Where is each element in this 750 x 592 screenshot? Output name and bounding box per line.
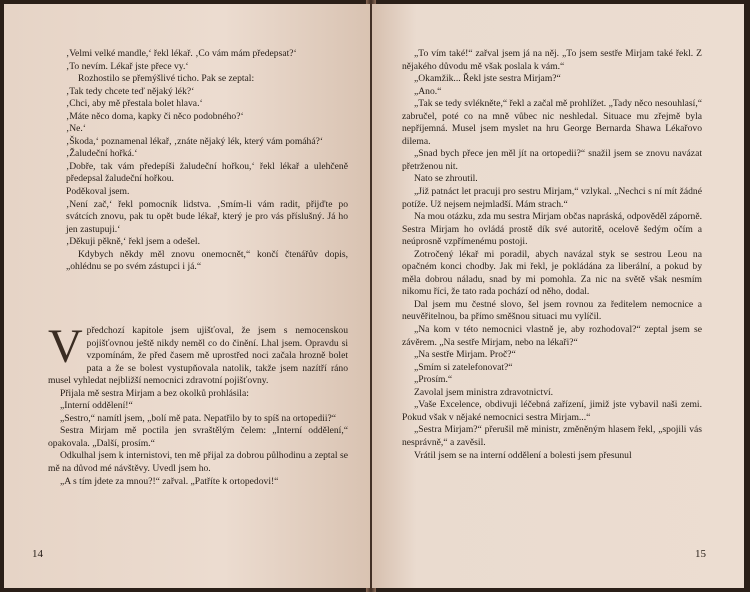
- left-dialog-line: ‚Chci, aby mě přestala bolet hlava.‘: [66, 98, 203, 110]
- left-dialog-line: ‚Ne.‘: [66, 123, 86, 135]
- left-dialog-line: Kdybych někdy měl znovu onemocnět,“ končí čtenářův dopis, „ohlédnu se po svém zástupci i já.“: [66, 248, 348, 273]
- left-dialog-line: ‚Není zač,‘ řekl pomocník lidstva. ‚Smím-li vám radit, přijďte po svátcích znovu, pak tu opět bude lékař, který je pro vás příslušný. Já ho jen zastupuji.‘: [66, 198, 348, 235]
- left-page: [4, 4, 370, 588]
- left-dialog-line: ‚Děkuji pěkně,‘ řekl jsem a odešel.: [66, 236, 200, 248]
- right-paragraph: „Tak se tedy svlékněte,“ řekl a začal mě prohlížet. „Tady něco nesouhlasí,“ zabručel, poté co na mně vůbec nic neshledal. Situace mu zřejmě byla nepříjemná. Musel jsem myslet na hru George Bernarda Shawa Lékařovo dilema.: [402, 98, 702, 147]
- right-paragraph: Dal jsem mu čestné slovo, šel jsem rovnou za ředitelem nemocnice a neuvěřitelnou, ba přímo směšnou situaci mu vylíčil.: [402, 298, 702, 323]
- left-dialog-line: ‚Tak tedy chcete teď nějaký lék?‘: [66, 85, 195, 97]
- right-paragraph: „Okamžik... Řekl jste sestra Mirjam?“: [414, 73, 561, 85]
- left-section-block: [48, 320, 348, 488]
- right-page: [372, 4, 744, 588]
- section-opening-paragraph: [48, 320, 348, 388]
- right-paragraph: „Již patnáct let pracuji pro sestru Mirjam,“ vzlykal. „Nechci s ní mít žádné potíže. Už nejsem nejmladší. Mám strach.“: [402, 186, 702, 210]
- right-paragraph: „Ano.“: [414, 85, 442, 97]
- left-dialog-block: [66, 48, 348, 274]
- right-paragraph: „Sestra Mirjam?“ přerušil mě ministr, změněným hlasem řekl, „spojili vás nesprávně,“ a zavěsil.: [402, 424, 702, 448]
- left-dialog-line: Poděkoval jsem.: [66, 186, 130, 198]
- right-paragraph: „Smím si zatelefonovat?“: [414, 361, 513, 373]
- left-paragraph: „A s tím jdete za mnou?!“ zařval. „Patříte k ortopedovi!“: [60, 475, 279, 487]
- right-paragraph: Na mou otázku, zda mu sestra Mirjam občas napráská, odpověděl záporně. Sestra Mirjam ho ovládá prostě dík své autoritě, ocelově šedým očím a neúprosně vzpřímenému postoji.: [402, 211, 702, 248]
- right-text-block: [402, 48, 702, 462]
- right-paragraph: „Na sestře Mirjam. Proč?“: [414, 349, 516, 361]
- left-paragraph: Přijala mě sestra Mirjam a bez okolků prohlásila:: [60, 387, 249, 399]
- right-paragraph: „Prosím.“: [414, 374, 453, 386]
- left-dialog-line: ‚Škoda,‘ poznamenal lékař, ‚znáte nějaký lék, který vám pomáhá?‘: [66, 135, 324, 147]
- left-paragraph: „Sestro,“ namítl jsem, „bolí mě pata. Nepatřilo by to spíš na ortopedii?“: [60, 412, 337, 424]
- left-paragraph: Odkulhal jsem k internistovi, ten mě přijal za dobrou půlhodinu a zeptal se mě na důvod mé návštěvy. Uvedl jsem ho.: [48, 450, 348, 475]
- right-paragraph: Zotročený lékař mi poradil, abych navázal styk se sestrou Leou na opačném konci chodby. Jak mi řekl, je pokládána za liberální, a pokud by měla dobrou náladu, snad by mi pomohla. Za nic na světě však nesmím nikomu říci, že tato rada pochází od něho, dodal.: [402, 248, 702, 298]
- left-dialog-line: ‚Žaludeční hořká.‘: [66, 148, 138, 160]
- right-paragraph: Zavolal jsem ministra zdravotnictví.: [414, 386, 554, 398]
- left-dialog-line: ‚Máte něco doma, kapky či něco podobného?‘: [66, 110, 244, 122]
- right-paragraph: „Na kom v této nemocnici vlastně je, aby rozhodoval?“ zeptal jsem se závěrem. „Na sestře Mirjam, nebo na lékaři?“: [402, 324, 702, 348]
- right-paragraph: „To vím také!“ zařval jsem já na něj. „To jsem sestře Mirjam také řekl. Z nějakého důvodu mě však poslala k vám.“: [402, 48, 702, 72]
- left-dialog-line: ‚To nevím. Lékař jste přece vy.‘: [66, 60, 189, 72]
- page-number-left: 14: [32, 548, 43, 560]
- right-paragraph: „Snad bych přece jen měl jít na ortopedii?“ snažil jsem se znovu navázat přetrženou nit.: [402, 148, 702, 172]
- section-opening-text: předchozí kapitole jsem ujišťoval, že jsem s nemocenskou pojišťovnou ještě nikdy neměl co do činění. Lhal jsem. Opravdu si vzpomínám, že před časem mě uprostřed noci začala hrozně bolet pata a že se bolest vystupňovala natolik, takže jsem nazítří ráno musel vyhledat nejbližší nemocnici zdravotní pojišťovny.: [48, 325, 348, 387]
- right-paragraph: „Vaše Excelence, obdivuji léčebná zařízení, jimiž jste vybavil naši zemi. Pokud však v nějaké nemocnici sestra Mirjam...“: [402, 399, 702, 423]
- drop-cap-letter: V: [48, 320, 83, 373]
- left-paragraph: Sestra Mirjam mě poctila jen svraštělým čelem: „Interní oddělení,“ opakovala. „Další, prosím.“: [48, 425, 348, 449]
- left-paragraph: „Interní oddělení!“: [60, 400, 133, 412]
- left-dialog-line: ‚Velmi velké mandle,‘ řekl lékař. ‚Co vám mám předepsat?‘: [66, 48, 297, 59]
- right-paragraph: Vrátil jsem se na interní oddělení a bolesti jsem přesunul: [414, 449, 632, 461]
- left-dialog-line: ‚Dobře, tak vám předepíši žaludeční hořkou,‘ řekl lékař a ulehčeně předepsal žaludeční hořkou.: [66, 160, 348, 185]
- left-dialog-line: Rozhostilo se přemýšlivé ticho. Pak se zeptal:: [78, 73, 255, 85]
- page-number-right: 15: [695, 548, 706, 560]
- right-paragraph: Nato se zhroutil.: [414, 173, 478, 185]
